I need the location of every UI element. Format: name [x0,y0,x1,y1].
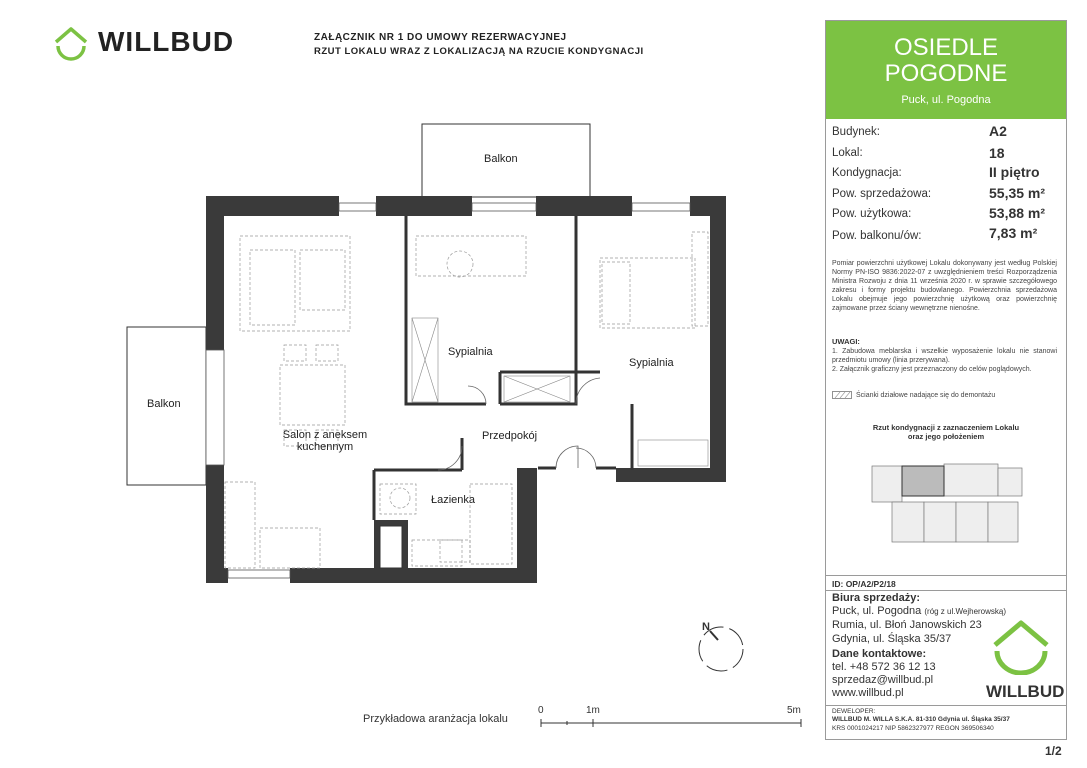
detail-label-pow-uzytkowa: Pow. użytkowa: [832,208,912,220]
page-number: 1/2 [1045,744,1062,758]
apartment-id: ID: OP/A2/P2/18 [832,579,896,589]
detail-value-pow-balkonu: 7,83 m² [989,225,1038,241]
scale-label-1m: 1m [586,705,600,716]
floor-plan [120,120,740,590]
developer-registry: KRS 0001024217 NIP 5862327977 REGON 369506340 [832,725,994,732]
developer-address: WILLBUD M. WILLA S.K.A. 81-310 Gdynia ul. Śląska 35/37 [832,716,1010,723]
partition-legend-text: Ścianki działowe nadające się do demontażu [856,392,996,399]
project-location: Puck, ul. Pogodna [901,94,991,106]
remark-item-2: 2. Załącznik graficzny jest przeznaczony do celów poglądowych. [832,366,1032,373]
separator [826,705,1066,706]
floor-plan-caption-line2: oraz jego położeniem [907,432,985,441]
detail-label-pow-balkonu: Pow. balkonu/ów: [832,230,922,242]
room-label-sypialnia-2: Sypialnia [629,357,674,369]
measurement-note: Pomiar powierzchni użytkowej Lokalu dokonywany jest według Polskiej Normy PN-ISO 9836:2022-07 z uwzględnieniem treści Rozporządzenia Ministra Rozwoju z dnia 11 września 2020 r. w sprawie szczegółowego zakresu i formy projektu budowlanego. Powierzchnia sprzedażowa Lokalu obejmuje jego powierzchnię użytkową oraz powierzchnię zajmowane przez ściany wewnętrzne nienośne. [832,260,1057,312]
detail-label-budynek: Budynek: [832,126,880,138]
room-label-sypialnia-1: Sypialnia [448,346,493,358]
room-label-salon-line2: kuchennym [296,441,354,453]
scale-label-0: 0 [538,705,544,716]
room-label-lazienka: Łazienka [431,494,476,506]
room-label-balkon-left: Balkon [147,398,181,410]
logo-text: WILLBUD [98,26,235,57]
remarks-title: UWAGI: [832,337,860,346]
detail-value-pow-uzytkowa: 53,88 m² [989,205,1046,221]
interior-walls [374,216,632,520]
detail-value-budynek: A2 [989,123,1007,139]
project-name-line1: OSIEDLE [893,34,999,61]
scale-bar [540,718,802,728]
willbud-logo-icon [50,22,92,62]
sales-title: Biura sprzedaży: [832,592,921,604]
developer-label: DEWELOPER: [832,708,876,715]
key-plan [862,458,1040,553]
sales-office-3: Gdynia, ul. Śląska 35/37 [832,633,952,645]
detail-label-pow-sprzedazowa: Pow. sprzedażowa: [832,188,932,200]
detail-value-lokal: 18 [989,145,1005,161]
detail-value-kondygnacja: II piętro [989,164,1040,180]
partition-legend-icon [832,391,852,399]
sales-office-1-address: Puck, ul. Pogodna [832,605,922,617]
header-subtitle: RZUT LOKALU WRAZ Z LOKALIZACJĄ NA RZUCIE KONDYGNACJI [314,46,644,57]
scale-caption: Przykładowa aranżacja lokalu [363,713,508,725]
detail-label-lokal: Lokal: [832,147,863,159]
remark-item-1: 1. Zabudowa meblarska i wszelkie wyposażenie lokalu nie stanowi przedmiotu umowy (linia przerywana). [832,348,1057,364]
project-name-line2: POGODNE [884,60,1008,87]
room-label-przedpokoj: Przedpokój [482,430,538,442]
willbud-badge-icon [985,615,1057,675]
north-arrow-icon [696,616,746,676]
separator [826,575,1066,576]
sales-office-2: Rumia, ul. Błoń Janowskich 23 [832,619,982,631]
floor-plan-caption-line1: Rzut kondygnacji z zaznaczeniem Lokalu [872,423,1020,432]
contact-title: Dane kontaktowe: [832,648,927,660]
willbud-badge-text: WILLBUD [986,682,1065,701]
north-letter: N [702,621,710,633]
room-label-salon [270,429,380,453]
room-label-salon-line1: Salon z aneksem [282,429,368,441]
contact-phone[interactable]: tel. +48 572 36 12 13 [832,661,936,673]
key-plan-highlight [902,466,944,496]
scale-label-5m: 5m [787,705,801,716]
contact-email[interactable]: sprzedaz@willbud.pl [832,674,934,686]
removable-partitions [412,318,708,466]
furniture [225,232,708,568]
separator [826,590,1066,591]
header-title: ZAŁĄCZNIK NR 1 DO UMOWY REZERWACYJNEJ [314,32,567,43]
sales-office-1-note: (róg z ul.Wejherowską) [924,607,1007,616]
sales-office-1 [832,605,1006,617]
detail-value-pow-sprzedazowa: 55,35 m² [989,185,1046,201]
exterior-walls [206,196,726,583]
detail-label-kondygnacja: Kondygnacja: [832,167,902,179]
contact-website[interactable]: www.willbud.pl [832,687,904,699]
room-label-balkon-top: Balkon [484,153,518,165]
